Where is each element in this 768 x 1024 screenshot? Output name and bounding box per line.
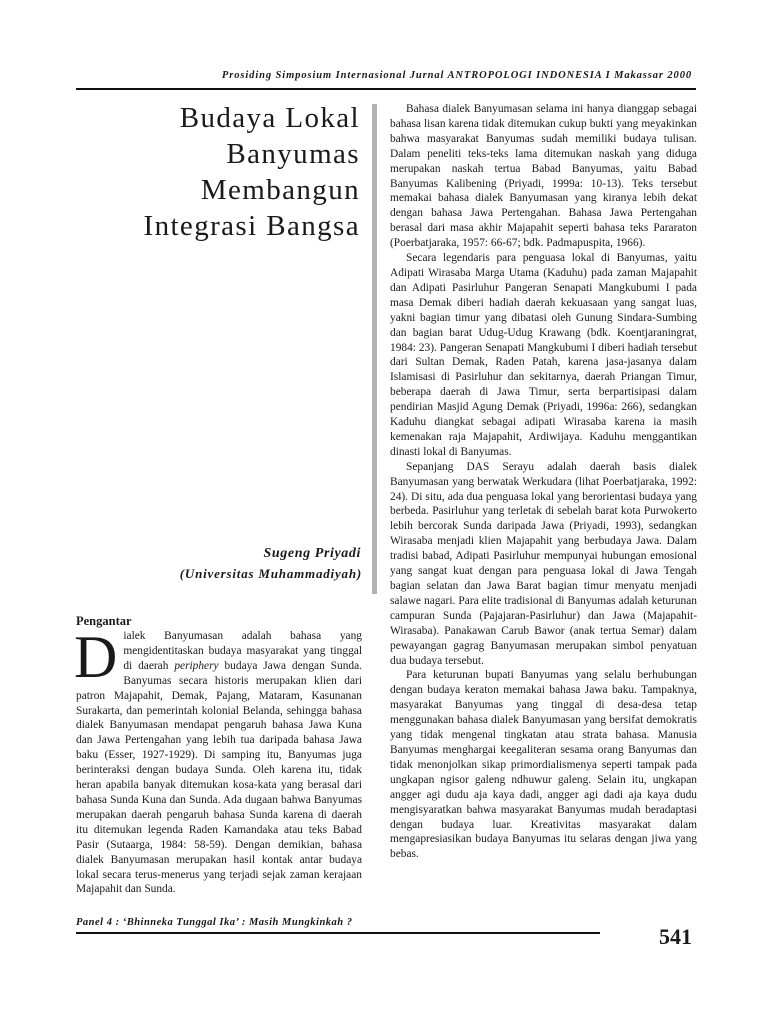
column-divider-bar — [372, 104, 377, 594]
intro-text-a: ialek Banyumasan adalah bahasa yang mengidentitaskan budaya masyarakat yang tinggal di daerah — [123, 630, 362, 672]
title-line-3: Membangun — [200, 174, 360, 206]
title-line-2: Banyumas — [226, 138, 360, 170]
title-line-1: Budaya Lokal — [179, 102, 360, 134]
right-column — [390, 102, 697, 862]
body-paragraph-1: Bahasa dialek Banyumasan selama ini hanya dianggap sebagai bahasa lisan karena tidak ditemukan cukup bukti yang meyakinkan bahwa masyarakat Banyumas sudah memiliki budaya tulisan. Dalam peneliti teks-teks lama ditemukan naskah yang diduga merupakan naskah tertua Babad Banyumas, yaitu Babad Banyumas Kalibening (Priyadi, 1999a: 10-13). Teks tersebut memakai bahasa dialek Banyumasan yang kiranya lebih dekat dengan bahasa Jawa Pertengahan. Bahasa Jawa Pertengahan berasal dari masa akhir Majapahit seperti bahasa teks Pararaton (Poerbatjaraka, 1957: 66-67; bdk. Padmapuspita, 1966). — [390, 103, 697, 250]
section-heading: Pengantar — [76, 614, 132, 628]
page-number: 541 — [659, 924, 692, 949]
header-rule — [76, 88, 696, 90]
author-name: Sugeng Priyadi — [263, 546, 361, 561]
drop-cap: D — [74, 624, 118, 690]
body-paragraph-2: Secara legendaris para penguasa lokal di Banyumas, yaitu Adipati Wirasaba Marga Utama (Kaduhu) pada zaman Majapahit dan Adipati Pasirluhur Pangeran Senapati Mangkubumi I pada masa Demak diberi hadiah daerah kekuasaan yang sangat luas, yakni bagian timur yang dibatasi oleh Gunung Sindara-Sumbing dan bagian barat Udug-Udug Krawang (bdk. Koentjaraningrat, 1984: 23). Pangeran Senapati Mangkubumi I diberi hadiah tersebut dari Sultan Demak, Raden Patah, karena jasa-jasanya dalam Islamisasi di Pasirluhur dan sekitarnya, daerah Priangan Timur, beberapa daerah di Jawa Timur, serta berpartisipasi dalam pendirian Masjid Agung Demak (Priyadi, 1996a: 266), sedangkan Kaduhu diangkat sebagai adipati Wirasaba karena ia masih kemenakan raja Majapahit, Ardiwijaya. Kaduhu menggantikan dinasti lokal di Banyumas. — [390, 252, 697, 458]
left-column — [74, 624, 362, 897]
running-header: Prosiding Simposium Internasional Jurnal ANTROPOLOGI INDONESIA I Makassar 2000 — [221, 70, 692, 81]
author-affiliation: (Universitas Muhammadiyah) — [179, 566, 362, 581]
intro-paragraph — [74, 624, 362, 897]
footer-panel-text: Panel 4 : ‘Bhinneka Tunggal Ika’ : Masih Mungkinkah ? — [76, 917, 353, 928]
title-line-4: Integrasi Bangsa — [143, 210, 360, 242]
body-paragraph-3: Sepanjang DAS Serayu adalah daerah basis dialek Banyumasan yang berwatak Werkudara (lihat Poerbatjaraka, 1992: 24). Di situ, ada dua penguasa lokal yang berorientasi budaya yang berbeda. Pasirluhur yang terletak di sebelah barat kota Purwokerto lebih bercorak Sunda daripada Jawa (Priyadi, 1993), sedangkan Wirasaba menjadi klien Majapahit yang berbudaya Jawa. Dalam tradisi babad, Adipati Pasirluhur mempunyai hubungan emosional yang sangat kuat dengan para penguasa lokal di Jawa Tengah bagian selatan dan Jawa Barat bagian timur menyatu menjadi salawe nagari. Para elite tradisional di Banyumas adalah keturunan campuran Sunda (Pajajaran-Pasirluhur) dan Jawa (Majapahit-Wirasaba). Panakawan Carub Bawor (anak tertua Semar) dalam pewayangan gagrag Banyumasan merupakan simbol penyatuan dua budaya tersebut. — [390, 460, 697, 667]
article-title — [144, 100, 360, 244]
intro-text-b: budaya Jawa dengan Sunda. Banyumas secara historis merupakan klien dari patron Majapahit, Demak, Pajang, Mataram, Kasunanan Surakarta, dan pemerintah kolonial Belanda, sehingga bahasa dialek Banyumasan mendapat pengaruh bahasa Jawa Kuna dan Jawa Pertengahan yang lebih tua daripada bahasa Jawa baku (Esser, 1927-1929). Di samping itu, Banyumas juga berinteraksi dengan budaya Sunda. Oleh karena itu, tidak heran apabila banyak ditemukan kosa-kata yang berasal dari bahasa Sunda Kuna dan Sunda. Ada dugaan bahwa Banyumas merupakan daerah pengaruh bahasa Sunda karena di daerah itu ditemukan legenda Raden Kamandaka atau teks Babad Pasir (Sutaarga, 1984: 58-59). Dengan demikian, bahasa dialek Banyumasan merupakan hasil kontak antar budaya lokal secara terus-menerus yang terjadi sejak zaman kerajaan Majapahit dan Sunda. — [76, 659, 362, 896]
intro-text-italic: periphery — [174, 659, 219, 672]
body-paragraph-4: Para keturunan bupati Banyumas yang selalu berhubungan dengan budaya keraton memakai bahasa Jawa baku. Tampaknya, masyarakat Banyumas yang tinggal di desa-desa tetap menggunakan bahasa dialek Banyumasan yang bersifat demokratis yang tidak mengenal tingkatan atau strata bahasa. Manusia Banyumas menghargai keegaliteran sesama orang Banyumas dan tidak menonjolkan sikap primordialismenya seperti tampak pada ungkapan ngisor galeng ndhuwur galeng. Selain itu, ungkapan angger agi dudu aja kaya dadi, angger agi dadi aja kaya dudu mengisyaratkan bahwa masyarakat Banyumas mudah beradaptasi dengan budaya luar. Kreativitas masyarakat dalam mengapresiasikan budaya Banyumas itu selaras dengan jiwa yang bebas. — [390, 669, 697, 861]
footer-rule — [76, 932, 600, 934]
